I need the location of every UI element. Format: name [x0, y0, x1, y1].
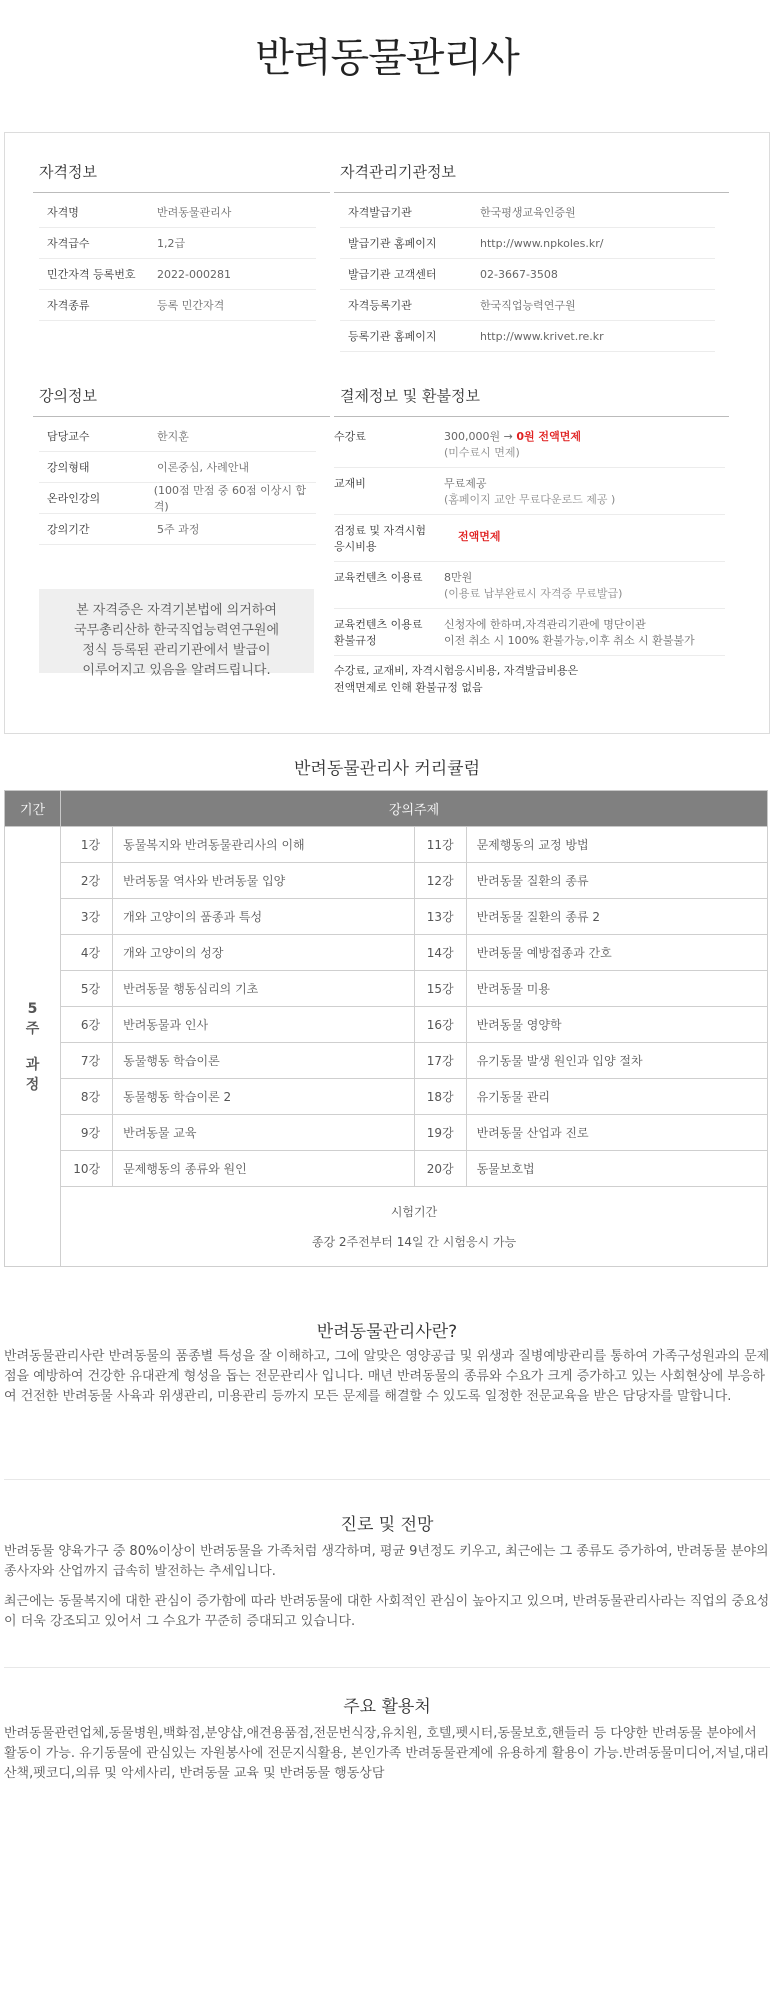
career-body: 반려동물 양육가구 중 80%이상이 반려동물을 가족처럼 생각하며, 평균 9년정도 키우고, 최근에는 그 종류도 증가하여, 반려동물 분야의 종사자와 산업까지 급속히 발전하는 추세입니다.	[4, 1544, 769, 1579]
course-info-row	[39, 452, 316, 483]
payment-note-line: 전액면제로 인해 환불규정 없음	[334, 681, 483, 694]
org-info-row	[340, 290, 715, 321]
exam-desc: 종강 2주전부터 14일 간 시험응시 가능	[311, 1234, 517, 1249]
table-row	[5, 1151, 768, 1187]
row-value: 한국평생교육인증원	[480, 206, 576, 219]
table-row	[5, 935, 768, 971]
lesson-number: 1강	[61, 827, 113, 863]
lesson-title: 반려동물 질환의 종류	[466, 863, 767, 899]
lesson-number: 13강	[414, 899, 466, 935]
row-key: 자격급수	[47, 237, 90, 250]
page-title: 반려동물관리사	[255, 35, 519, 81]
career-body: 최근에는 동물복지에 대한 관심이 증가함에 따라 반려동물에 대한 사회적인 관심이 높아지고 있으며, 반려동물관리사라는 직업의 중요성이 더욱 강조되고 있어서 그 수요가 꾸준히 증대되고 있습니다.	[4, 1594, 770, 1629]
subject-header: 강의주제	[61, 791, 768, 827]
material-key: 교재비	[334, 477, 366, 490]
notice-line: 국무총리산하 한국직업능력연구원에	[73, 623, 280, 638]
refund-row	[334, 609, 725, 656]
course-info-row	[39, 514, 316, 545]
about-section	[4, 1315, 770, 1480]
lesson-title: 유기동물 발생 원인과 입양 절차	[466, 1043, 767, 1079]
payment-note-line: 수강료, 교재비, 자격시험응시비용, 자격발급비용은	[334, 664, 579, 677]
org-info-list	[334, 193, 729, 352]
row-value: 1,2급	[157, 237, 186, 250]
registry-homepage-link[interactable]: http://www.krivet.re.kr	[480, 329, 604, 343]
career-section	[4, 1480, 770, 1668]
content-fee-key: 교육컨텐츠 이용료	[334, 571, 423, 584]
lesson-number: 14강	[414, 935, 466, 971]
usage-heading: 주요 활용처	[343, 1697, 431, 1717]
table-row	[5, 899, 768, 935]
usage-body: 반려동물관련업체,동물병원,백화점,분양샵,애견용품점,전문번식장,유치원, 호텔,펫시터,동물보호,핸들러 등 다양한 반려동물 분야에서 활동이 가능. 유기동물에 관심있는 자원봉사에 전문지식활용, 본인가족 반려동물관계에 유용하게 활용이 가능.반려동물미디어,저널,대리산책,펫코디,의류 및 악세사리, 반려동물 교육 및 반려동물 행동상담	[4, 1726, 770, 1781]
course-info-row	[39, 483, 316, 514]
row-value: 2022-000281	[157, 267, 231, 281]
tuition-free: 0원 전액면제	[516, 430, 581, 443]
org-info-row	[340, 259, 715, 290]
refund-value: 이전 취소 시 100% 환불가능,이후 취소 시 환불불가	[444, 634, 695, 647]
period-char: 정	[25, 1076, 40, 1093]
table-row	[5, 863, 768, 899]
lesson-title: 동물복지와 반려동물관리사의 이해	[113, 827, 414, 863]
exam-fee-row	[334, 515, 725, 562]
material-sub: (홈페이지 교안 무료다운로드 제공 )	[444, 493, 616, 506]
row-value: 한국직업능력연구원	[480, 299, 576, 312]
period-header: 기간	[5, 791, 61, 827]
lesson-title: 반려동물 산업과 진로	[466, 1115, 767, 1151]
about-heading: 반려동물관리사란?	[316, 1322, 458, 1342]
refund-key: 환불규정	[334, 634, 377, 647]
row-key: 발급기관 홈페이지	[348, 237, 437, 250]
lesson-number: 9강	[61, 1115, 113, 1151]
lesson-number: 5강	[61, 971, 113, 1007]
table-row	[5, 1079, 768, 1115]
cert-info-row	[39, 228, 316, 259]
payment-list	[334, 417, 729, 696]
lesson-number: 17강	[414, 1043, 466, 1079]
lesson-title: 반려동물 미용	[466, 971, 767, 1007]
curriculum-title: 반려동물관리사 커리큘럼	[293, 759, 481, 779]
cert-info-row	[39, 290, 316, 321]
lesson-number: 8강	[61, 1079, 113, 1115]
exam-fee-key: 응시비용	[334, 540, 377, 553]
lesson-number: 4강	[61, 935, 113, 971]
row-value: 02-3667-3508	[480, 267, 558, 281]
lesson-title: 동물보호법	[466, 1151, 767, 1187]
notice-line: 본 자격증은 자격기본법에 의거하여	[76, 603, 277, 618]
tuition-price: 300,000원 →	[444, 430, 513, 443]
refund-key: 교육컨텐츠 이용료	[334, 618, 423, 631]
notice-line: 정식 등록된 관리기관에서 발급이	[82, 643, 271, 658]
tuition-sub: (미수료시 면제)	[444, 446, 520, 459]
tuition-row	[334, 421, 725, 468]
payment-note	[334, 656, 725, 696]
row-value: (100점 만점 중 60점 이상시 합격)	[153, 484, 307, 513]
table-row	[5, 971, 768, 1007]
lesson-number: 3강	[61, 899, 113, 935]
exam-title: 시험기간	[390, 1204, 438, 1219]
cert-info-heading: 자격정보	[33, 161, 330, 193]
lesson-number: 18강	[414, 1079, 466, 1115]
refund-value: 신청자에 한하며,자격관리기관에 명단이관	[444, 618, 646, 631]
curriculum-table	[4, 790, 768, 1267]
material-value: 무료제공	[444, 477, 487, 490]
material-row	[334, 468, 725, 515]
exam-fee-key: 검정료 및 자격시험	[334, 524, 427, 537]
period-char: 주	[25, 1020, 40, 1037]
lesson-title: 반려동물 예방접종과 간호	[466, 935, 767, 971]
exam-row	[5, 1187, 768, 1267]
lesson-number: 7강	[61, 1043, 113, 1079]
table-row	[5, 1043, 768, 1079]
cert-info-row	[39, 197, 316, 228]
org-info-row	[340, 321, 715, 352]
cert-info-list	[33, 193, 330, 321]
period-cell	[5, 827, 61, 1267]
row-key: 등록기관 홈페이지	[348, 330, 437, 343]
org-info-row	[340, 197, 715, 228]
row-value: 한지훈	[157, 430, 189, 443]
usage-section	[4, 1668, 770, 1784]
lesson-number: 12강	[414, 863, 466, 899]
lesson-title: 반려동물 영양학	[466, 1007, 767, 1043]
right-column	[334, 161, 729, 696]
lesson-title: 반려동물 행동심리의 기초	[113, 971, 414, 1007]
lesson-number: 6강	[61, 1007, 113, 1043]
cert-info-row	[39, 259, 316, 290]
course-info-list	[33, 417, 330, 545]
row-key: 온라인강의	[47, 492, 101, 505]
row-value: 이론중심, 사례안내	[157, 461, 250, 474]
exam-period-cell	[61, 1187, 768, 1267]
payment-heading: 결제정보 및 환불정보	[334, 385, 729, 417]
content-fee-value: 8만원	[444, 571, 473, 584]
lesson-title: 유기동물 관리	[466, 1079, 767, 1115]
lesson-number: 11강	[414, 827, 466, 863]
lesson-number: 20강	[414, 1151, 466, 1187]
lesson-title: 문제행동의 종류와 원인	[113, 1151, 414, 1187]
row-key: 민간자격 등록번호	[47, 268, 136, 281]
row-key: 자격명	[47, 206, 79, 219]
lesson-title: 개와 고양이의 성장	[113, 935, 414, 971]
lesson-number: 16강	[414, 1007, 466, 1043]
lesson-title: 동물행동 학습이론 2	[113, 1079, 414, 1115]
lesson-number: 10강	[61, 1151, 113, 1187]
accreditation-notice	[39, 589, 314, 678]
table-row	[5, 827, 768, 863]
row-key: 발급기관 고객센터	[348, 268, 437, 281]
lesson-number: 19강	[414, 1115, 466, 1151]
row-key: 자격종류	[47, 299, 90, 312]
row-key: 강의형태	[47, 461, 90, 474]
lesson-number: 15강	[414, 971, 466, 1007]
notice-line: 이루어지고 있음을 알려드립니다.	[82, 663, 271, 678]
curriculum-header-row	[5, 791, 768, 827]
row-key: 자격발급기관	[348, 206, 412, 219]
row-value: 등록 민간자격	[157, 299, 225, 312]
row-key: 담당교수	[47, 430, 90, 443]
row-value: 5주 과정	[157, 523, 200, 536]
info-box	[4, 132, 770, 734]
row-value: 반려동물관리사	[157, 206, 232, 219]
lesson-title: 반려동물 질환의 종류 2	[466, 899, 767, 935]
table-row	[5, 1007, 768, 1043]
period-number: 5	[27, 1000, 38, 1017]
lesson-title: 문제행동의 교정 방법	[466, 827, 767, 863]
org-info-heading: 자격관리기관정보	[334, 161, 729, 193]
content-fee-row	[334, 562, 725, 609]
exam-fee-value: 전액면제	[458, 530, 501, 543]
org-info-row	[340, 228, 715, 259]
course-info-row	[39, 421, 316, 452]
period-char: 과	[25, 1056, 40, 1073]
lesson-title: 반려동물 역사와 반려동물 입양	[113, 863, 414, 899]
lesson-title: 반려동물 교육	[113, 1115, 414, 1151]
tuition-key: 수강료	[334, 430, 366, 443]
lesson-title: 개와 고양이의 품종과 특성	[113, 899, 414, 935]
lesson-title: 동물행동 학습이론	[113, 1043, 414, 1079]
about-body: 반려동물관리사란 반려동물의 품종별 특성을 잘 이해하고, 그에 알맞은 영양공급 및 위생과 질병예방관리를 통하여 가족구성원과의 문제점을 예방하여 건강한 유대관계 형성을 돕는 전문관리사 입니다. 매년 반려동물의 종류와 수요가 크게 증가하고 있는 사회현상에 부응하여 건전한 반려동물 사육과 위생관리, 미용관리 등까지 모든 문제를 해결할 수 있도록 일정한 전문교육을 받은 담당자를 말합니다.	[4, 1349, 770, 1404]
row-key: 자격등록기관	[348, 299, 412, 312]
table-row	[5, 1115, 768, 1151]
row-key: 강의기간	[47, 523, 90, 536]
lesson-number: 2강	[61, 863, 113, 899]
left-column	[33, 161, 330, 696]
course-info-heading: 강의정보	[33, 385, 330, 417]
lesson-title: 반려동물과 인사	[113, 1007, 414, 1043]
issuer-homepage-link[interactable]: http://www.npkoles.kr/	[480, 236, 604, 250]
content-fee-sub: (이용료 납부완료시 자격증 무료발급)	[444, 587, 623, 600]
career-heading: 진로 및 전망	[340, 1515, 434, 1535]
